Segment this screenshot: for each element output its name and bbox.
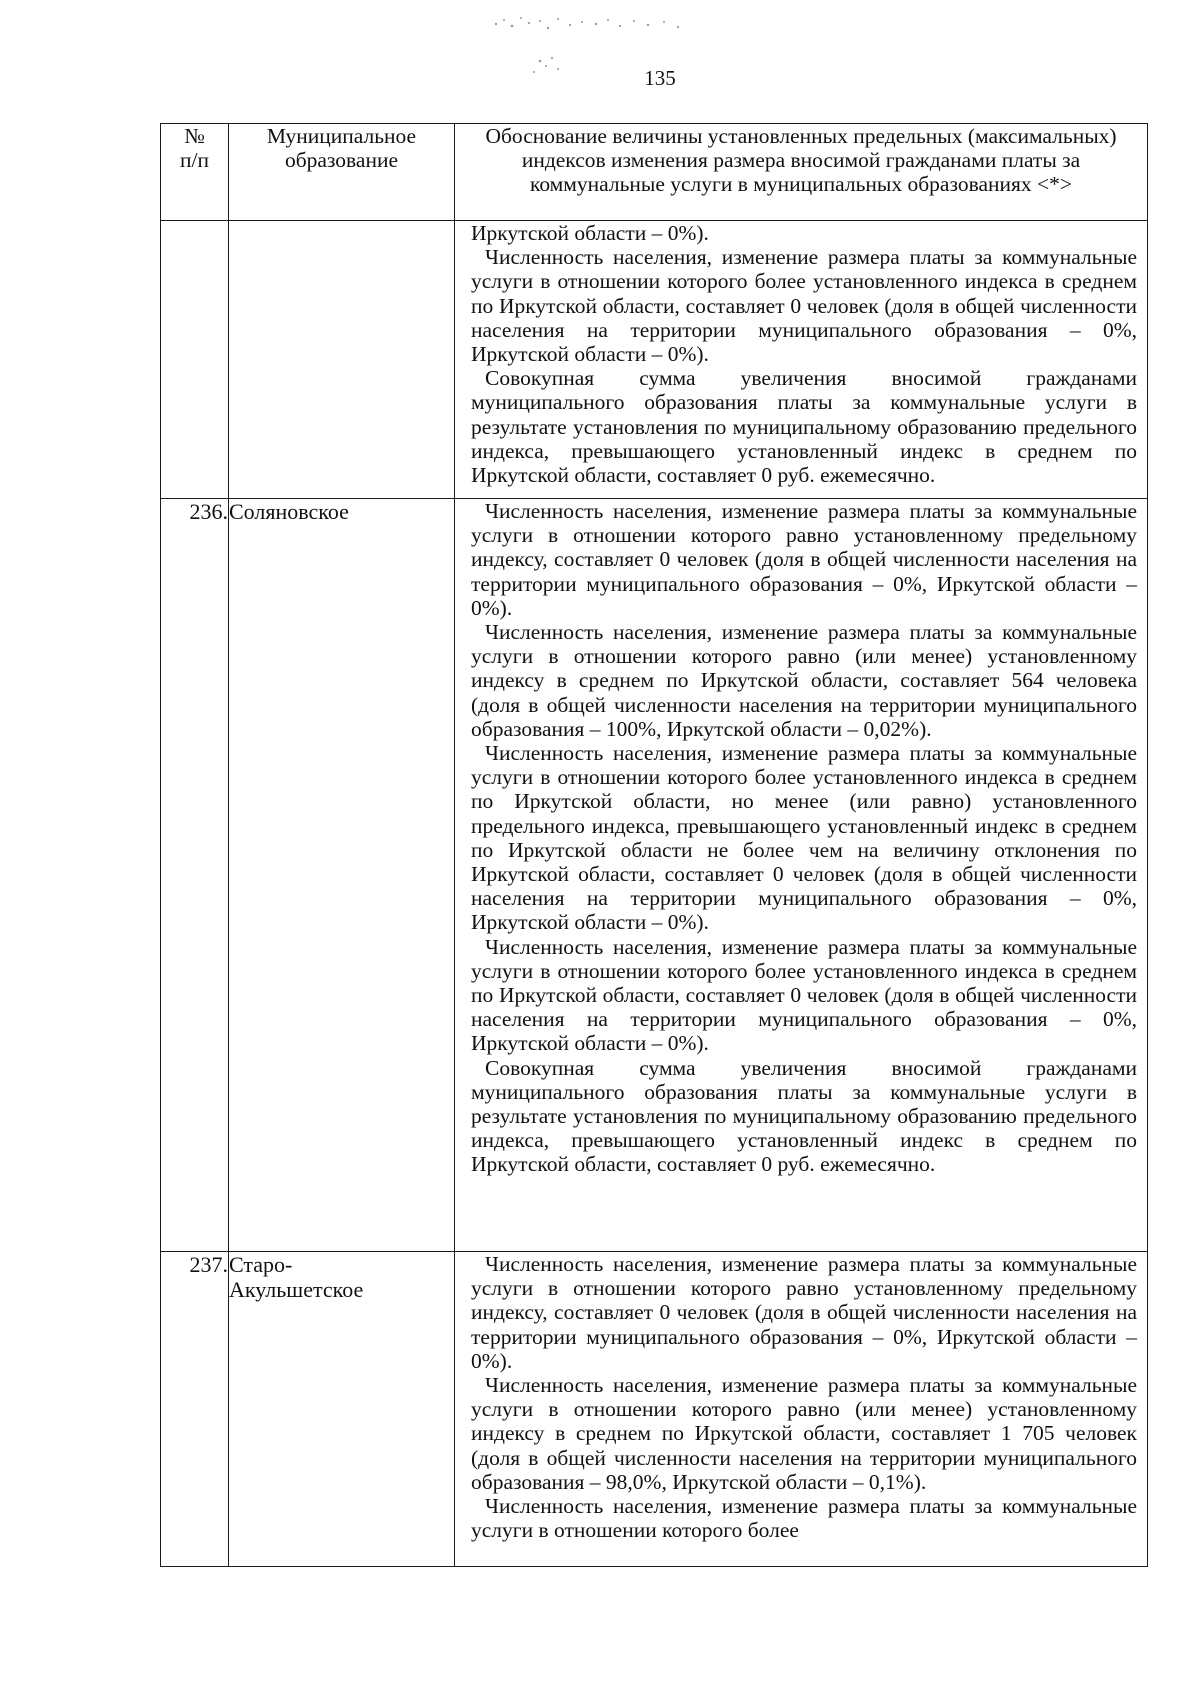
justification-paragraph: Численность населения, изменение размера платы за коммунальные услуги в отношении которого более [471, 1494, 1137, 1543]
justification-paragraph: Численность населения, изменение размера платы за коммунальные услуги в отношении которого равно (или менее) установленному индексу в среднем по Иркутской области, составляет 1 705 человек (доля в общей численности населения на территории муниципального образования – 98,0%, Иркутской области – 0,1%). [471, 1373, 1137, 1494]
row-justification [455, 1252, 1148, 1567]
row-number [161, 221, 229, 499]
header-municipality [229, 124, 455, 221]
header-municipality-label: Муниципальное образование [266, 124, 417, 172]
row-municipality: Старо- Акульшетское [229, 1252, 455, 1567]
header-num-label: № п/п [180, 124, 209, 172]
justification-paragraph: Совокупная сумма увеличения вносимой гражданами муниципального образования платы за коммунальные услуги в результате установления по муниципальному образованию предельного индекса, превышающего установленный индекс в среднем по Иркутской области, составляет 0 руб. ежемесячно. [471, 366, 1137, 488]
justification-paragraph: Численность населения, изменение размера платы за коммунальные услуги в отношении которого равно установленному предельному индексу, составляет 0 человек (доля в общей численности населения на территории муниципального образования – 0%, Иркутской области – 0%). [471, 499, 1137, 620]
page-number: 135 [644, 66, 676, 90]
row-number: 236. [161, 499, 229, 1252]
row-municipality [229, 221, 455, 499]
tariff-justification-table [160, 123, 1148, 1567]
row-number: 237. [161, 1252, 229, 1567]
table-row [161, 221, 1148, 499]
justification-paragraph: Иркутской области – 0%). [471, 221, 709, 245]
table-header-row [161, 124, 1148, 221]
row-municipality: Соляновское [229, 499, 455, 1252]
header-justification [455, 124, 1148, 221]
justification-paragraph: Численность населения, изменение размера платы за коммунальные услуги в отношении которого равно (или менее) установленному индексу в среднем по Иркутской области, составляет 564 человека (доля в общей численности населения на территории муниципального образования – 100%, Иркутской области – 0,02%). [471, 620, 1137, 741]
justification-paragraph: Численность населения, изменение размера платы за коммунальные услуги в отношении которого равно установленному предельному индексу, составляет 0 человек (доля в общей численности населения на территории муниципального образования – 0%, Иркутской области – 0%). [471, 1252, 1137, 1373]
justification-paragraph: Численность населения, изменение размера платы за коммунальные услуги в отношении которого более установленного индекса в среднем по Иркутской области, составляет 0 человек (доля в общей численности населения на территории муниципального образования – 0%, Иркутской области – 0%). [471, 245, 1137, 367]
justification-paragraph: Численность населения, изменение размера платы за коммунальные услуги в отношении которого более установленного индекса в среднем по Иркутской области, составляет 0 человек (доля в общей численности населения на территории муниципального образования – 0%, Иркутской области – 0%). [471, 934, 1137, 1056]
justification-paragraph: Численность населения, изменение размера платы за коммунальные услуги в отношении которого более установленного индекса в среднем по Иркутской области, но менее (или равно) установленного предельного индекса, превышающего установленный индекс в среднем по Иркутской области не более чем на величину отклонения по Иркутской области, составляет 0 человек (доля в общей численности населения на территории муниципального образования – 0%, Иркутской области – 0%). [471, 741, 1137, 935]
justification-paragraph: Совокупная сумма увеличения вносимой гражданами муниципального образования платы за коммунальные услуги в результате установления по муниципальному образованию предельного индекса, превышающего установленный индекс в среднем по Иркутской области, составляет 0 руб. ежемесячно. [471, 1055, 1137, 1177]
table-row [161, 1252, 1148, 1567]
header-justification-label: Обоснование величины установленных предельных (максимальных) индексов изменения размера вносимой гражданами платы за коммунальные услуги в муниципальных образованиях <*> [485, 124, 1117, 196]
row-justification [455, 499, 1148, 1252]
header-num [161, 124, 229, 221]
row-justification [455, 221, 1148, 499]
table-row [161, 499, 1148, 1252]
